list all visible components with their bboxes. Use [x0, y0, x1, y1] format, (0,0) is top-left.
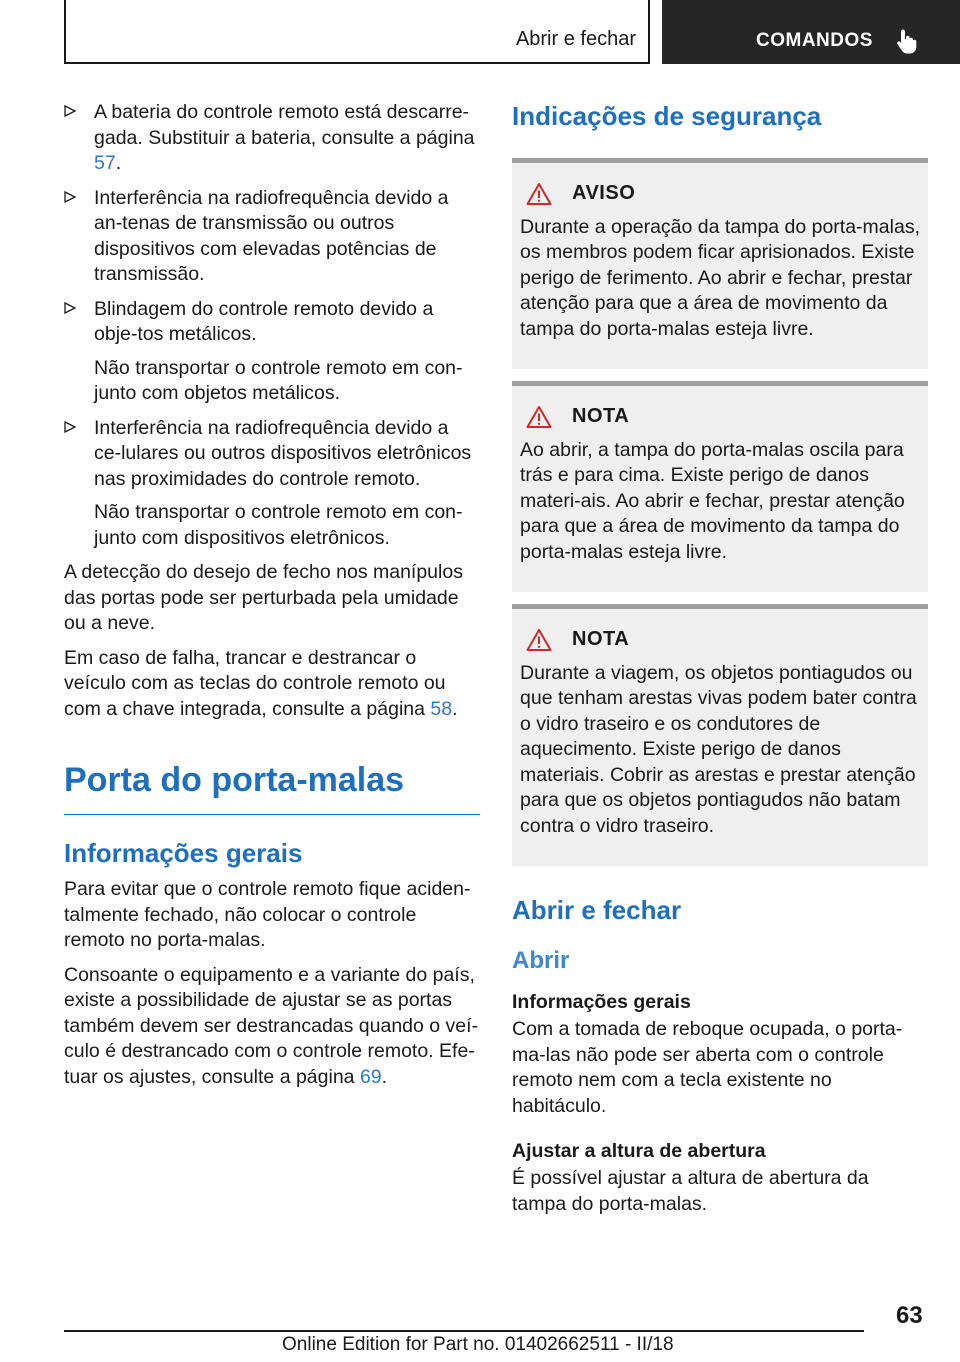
paragraph-end: .	[381, 1065, 388, 1088]
minor-heading: Informações gerais	[512, 991, 691, 1013]
paragraph-text: Consoante o equipamento e a variante do país, existe a possibilidade de ajustar se as portas também devem ser destrancadas quando o veí-culo é destrancado com o controle remoto. Efe-tuar os ajustes, consulte a página	[64, 963, 479, 1088]
notice-header	[520, 181, 920, 207]
minor-heading: Ajustar a altura de abertura	[512, 1140, 766, 1162]
page-link-58[interactable]: 58	[430, 697, 453, 720]
paragraph	[64, 646, 480, 723]
bullet-item	[64, 100, 480, 177]
bullet-item	[64, 297, 480, 407]
section-title: Informações gerais	[64, 838, 303, 868]
paragraph-end: .	[452, 697, 458, 720]
page-number: 63	[896, 1302, 923, 1329]
warning-triangle-icon	[526, 182, 552, 206]
bullet-text	[94, 100, 480, 177]
paragraph: Para evitar que o controle remoto fique aciden-talmente fechado, não colocar o controle remoto no porta-malas.	[64, 878, 471, 951]
notice-title: NOTA	[572, 405, 630, 427]
right-column	[512, 100, 928, 1226]
triangle-bullet-icon	[64, 421, 76, 433]
section-title-safety: Indicações de segurança	[512, 101, 822, 131]
notice-title: AVISO	[572, 182, 636, 204]
footer-edition: Online Edition for Part no. 01402662511 - II/18	[282, 1334, 674, 1355]
note-notice	[512, 381, 928, 592]
warning-notice	[512, 158, 928, 369]
chapter-tab-label: COMANDOS	[756, 30, 873, 51]
page-link-69[interactable]: 69	[359, 1065, 382, 1088]
bullet-text: Blindagem do controle remoto devido a obje-tos metálicos.	[94, 297, 434, 345]
footer-divider	[64, 1330, 864, 1332]
bullet-item	[64, 186, 480, 288]
notice-text: Durante a viagem, os objetos pontiagudos ou que tenham arestas vivas podem bater contra o vidro traseiro e os condutores de aquecimento. Existe perigo de danos materiais. Cobrir as arestas e prestar atenção para que os objetos pontiagudos não batam contra o vidro traseiro.	[520, 661, 917, 837]
notice-text: Ao abrir, a tampa do porta-malas oscila para trás e para cima. Existe perigo de danos materi-ais. Ao abrir e fechar, prestar atenção para que a área de movimento da tampa do porta-malas esteja livre.	[520, 438, 905, 563]
triangle-bullet-icon	[64, 191, 76, 203]
header-section-title: Abrir e fechar	[515, 28, 636, 50]
subsection-title: Abrir	[512, 947, 570, 974]
bullet-text-part: A bateria do controle remoto está descarre-gada. Substituir a bateria, consulte a página	[94, 101, 475, 149]
left-column	[64, 100, 480, 1099]
triangle-bullet-icon	[64, 302, 76, 314]
section-title-open-close: Abrir e fechar	[512, 895, 682, 925]
header-frame	[64, 0, 650, 64]
notice-header	[520, 627, 920, 653]
paragraph-text: Em caso de falha, trancar e destrancar o veículo com as teclas do controle remoto ou com a chave integrada, consulte a página	[64, 646, 446, 720]
triangle-bullet-icon	[64, 105, 76, 117]
warning-triangle-icon	[526, 405, 552, 429]
bullet-item	[64, 416, 480, 552]
note-notice	[512, 604, 928, 866]
notice-header	[520, 404, 920, 430]
bullet-text: Interferência na radiofrequência devido a an-tenas de transmissão ou outros dispositivos com elevadas potências de transmissão.	[94, 186, 449, 285]
chapter-title: Porta do porta-malas	[64, 760, 480, 815]
paragraph: É possível ajustar a altura de abertura da tampa do porta-malas.	[512, 1167, 869, 1215]
hand-pointer-icon	[896, 28, 918, 54]
paragraph	[64, 963, 480, 1091]
bullet-text: Interferência na radiofrequência devido a ce-lulares ou outros dispositivos eletrônicos nas proximidades do controle remoto.	[94, 416, 472, 490]
bullet-followup: Não transportar o controle remoto em con-junto com dispositivos eletrônicos.	[94, 501, 463, 549]
notice-title: NOTA	[572, 628, 630, 650]
paragraph: A detecção do desejo de fecho nos manípulos das portas pode ser perturbada pela umidade ou a neve.	[64, 561, 463, 634]
notice-text: Durante a operação da tampa do porta-malas, os membros podem ficar aprisionados. Existe perigo de ferimento. Ao abrir e fechar, prestar atenção para que a área de movimento da tampa do porta-malas esteja livre.	[520, 215, 920, 340]
warning-triangle-icon	[526, 628, 552, 652]
paragraph: Com a tomada de reboque ocupada, o porta-ma-las não pode ser aberta com o controle remoto nem com a tecla existente no habitáculo.	[512, 1018, 903, 1117]
bullet-followup: Não transportar o controle remoto em con-junto com objetos metálicos.	[94, 356, 463, 404]
bullet-text-end: .	[115, 152, 122, 174]
page-link-57[interactable]: 57	[94, 152, 116, 174]
